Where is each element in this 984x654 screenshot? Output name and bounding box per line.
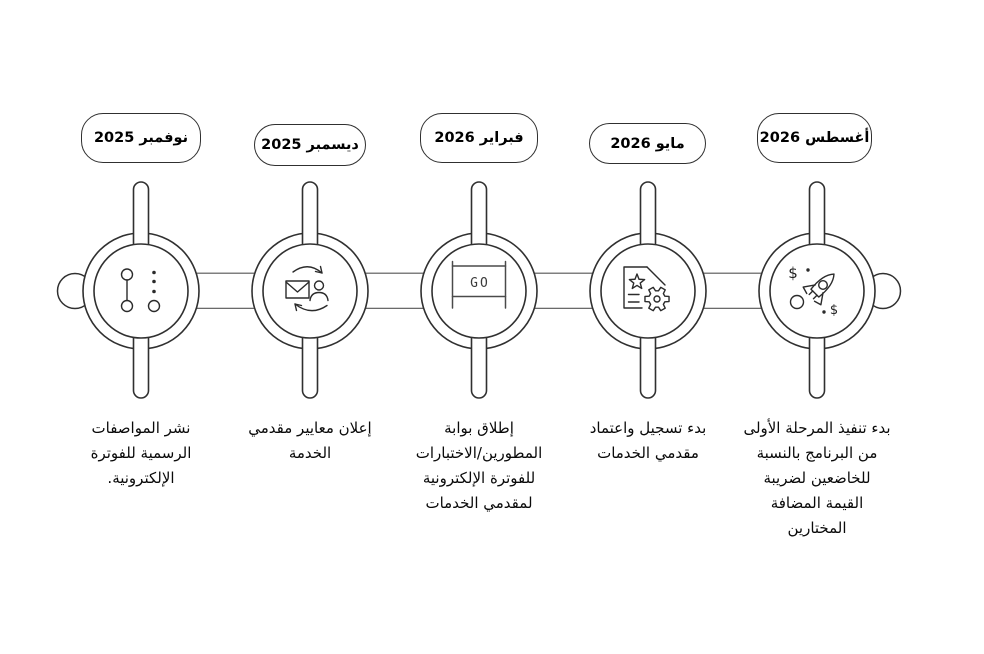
date-badge-2 (254, 124, 366, 166)
date-badge-label: ديسمبر 2025 (261, 137, 359, 153)
timeline-node-4 (590, 182, 706, 398)
dollar-sign-left: $ (788, 264, 798, 282)
description-line: الخدمة (288, 444, 332, 462)
description-line: القيمة المضافة (770, 494, 864, 512)
date-badge-1 (81, 113, 201, 163)
date-badge-label: مايو 2026 (610, 135, 685, 152)
node-inner-circle (94, 244, 188, 338)
description-line: المختارين (787, 519, 847, 537)
description-line: للفوترة الإلكترونية (422, 469, 536, 487)
description-line: مقدمي الخدمات (597, 444, 699, 462)
description-line: للخاضعين لضريبة (763, 469, 871, 487)
node-inner-circle (601, 244, 695, 338)
description-line: بدء تنفيذ المرحلة الأولى (743, 419, 891, 437)
description-line: إطلاق بوابة (444, 419, 514, 437)
date-badge-5 (757, 113, 872, 163)
node-inner-circle (770, 244, 864, 338)
date-badge-label: فبراير 2026 (434, 130, 524, 146)
date-badge-label: نوفمبر 2025 (93, 130, 189, 146)
go-sign-label: GO (470, 276, 490, 291)
milestone-description-5 (717, 416, 917, 541)
date-badge-label: أغسطس 2026 (759, 130, 870, 146)
timeline-node-2 (252, 182, 368, 398)
description-line: لمقدمي الخدمات (425, 494, 533, 512)
gear-shape (645, 287, 669, 310)
description-line: الرسمية للفوترة (90, 444, 192, 462)
description-line: المطورين/الاختبارات (415, 444, 543, 462)
date-badge-4 (589, 123, 706, 164)
description-line: من البرنامج بالنسبة (756, 444, 878, 462)
description-line: الإلكترونية. (107, 469, 175, 487)
dollar-sign-right: $ (829, 303, 839, 318)
timeline-node-1 (83, 182, 199, 398)
node-inner-circle (432, 244, 526, 338)
description-line: نشر المواصفات (91, 419, 191, 437)
description-line: إعلان معايير مقدمي (248, 419, 372, 437)
description-line: بدء تسجيل واعتماد (589, 419, 707, 437)
node-inner-circle (263, 244, 357, 338)
date-badge-3 (420, 113, 538, 163)
timeline-node-5 (759, 182, 875, 398)
